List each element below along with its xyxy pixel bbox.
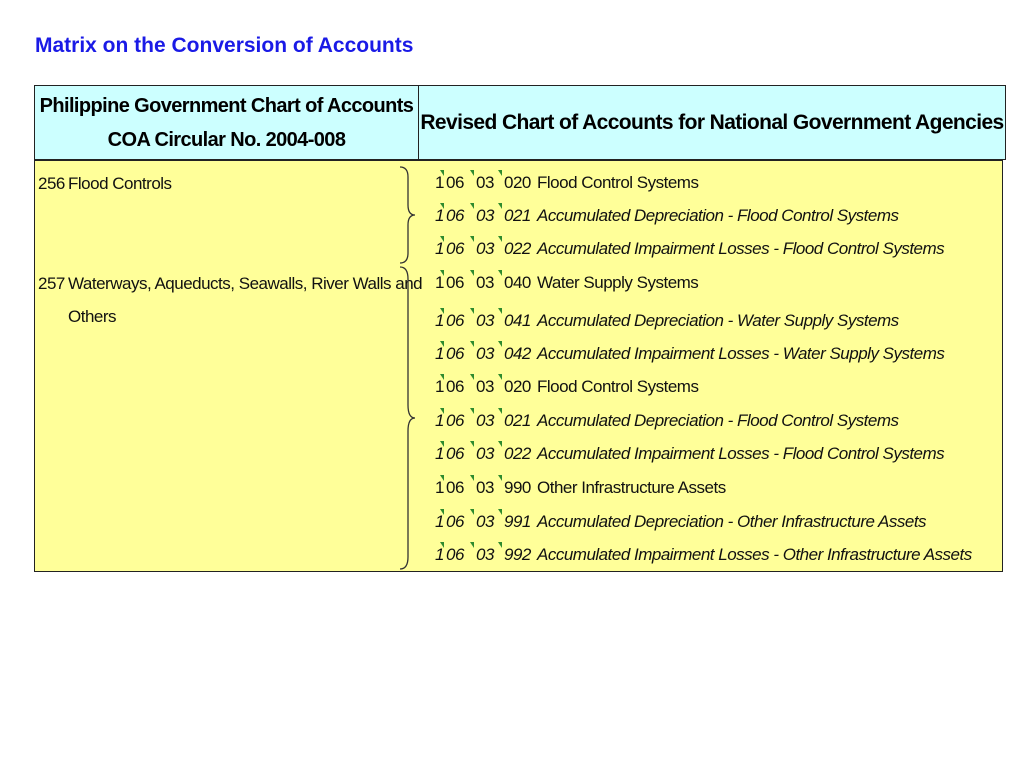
account-class: 1 xyxy=(435,444,444,463)
brace-icon xyxy=(397,265,417,571)
corner-mark-icon xyxy=(470,509,474,515)
header-old-accounts xyxy=(35,86,419,159)
account-name: Accumulated Depreciation - Other Infrastructure Assets xyxy=(537,512,927,531)
corner-mark-icon xyxy=(470,475,474,481)
corner-mark-icon xyxy=(440,509,444,515)
account-subgroup: 03 xyxy=(476,173,504,193)
new-account-row xyxy=(435,237,944,261)
corner-mark-icon xyxy=(498,441,502,447)
new-account-row xyxy=(435,409,899,433)
new-account-row xyxy=(435,510,926,534)
corner-mark-icon xyxy=(498,475,502,481)
corner-mark-icon xyxy=(440,408,444,414)
corner-mark-icon xyxy=(470,408,474,414)
corner-mark-icon xyxy=(498,170,502,176)
account-group: 06 xyxy=(446,273,476,293)
corner-mark-icon xyxy=(440,542,444,548)
account-group: 06 xyxy=(446,344,476,364)
account-code: 042 xyxy=(504,344,537,364)
account-code: 992 xyxy=(504,545,537,565)
account-name: Accumulated Depreciation - Flood Control Systems xyxy=(537,206,899,225)
corner-mark-icon xyxy=(470,374,474,380)
new-account-row xyxy=(435,271,698,295)
corner-mark-icon xyxy=(498,374,502,380)
page-title: Matrix on the Conversion of Accounts xyxy=(35,34,414,57)
new-account-row xyxy=(435,442,944,466)
conversion-table-body xyxy=(34,160,1003,572)
corner-mark-icon xyxy=(440,374,444,380)
account-code: 021 xyxy=(504,206,537,226)
corner-mark-icon xyxy=(498,308,502,314)
account-class: 1 xyxy=(435,206,444,225)
account-group: 06 xyxy=(446,545,476,565)
header-new-accounts xyxy=(419,86,1005,159)
account-name: Accumulated Impairment Losses - Other Infrastructure Assets xyxy=(537,545,972,564)
new-account-row xyxy=(435,171,698,195)
old-account-257 xyxy=(38,267,422,334)
new-account-row xyxy=(435,342,944,366)
old-account-name: Waterways, Aqueducts, Seawalls, River Walls and xyxy=(68,274,423,293)
corner-mark-icon xyxy=(440,475,444,481)
account-class: 1 xyxy=(435,173,444,192)
new-account-row xyxy=(435,476,726,500)
corner-mark-icon xyxy=(470,236,474,242)
account-class: 1 xyxy=(435,377,444,396)
account-subgroup: 03 xyxy=(476,239,504,259)
header-right-text: Revised Chart of Accounts for National Government Agencies xyxy=(420,110,1004,134)
new-account-row xyxy=(435,375,698,399)
corner-mark-icon xyxy=(440,341,444,347)
account-group: 06 xyxy=(446,239,476,259)
corner-mark-icon xyxy=(498,542,502,548)
old-account-code: 257 xyxy=(38,274,65,293)
account-subgroup: 03 xyxy=(476,478,504,498)
header-left-line2: COA Circular No. 2004-008 xyxy=(107,128,346,151)
corner-mark-icon xyxy=(470,441,474,447)
account-group: 06 xyxy=(446,173,476,193)
new-account-row xyxy=(435,309,899,333)
account-name: Accumulated Depreciation - Water Supply Systems xyxy=(537,311,899,330)
account-subgroup: 03 xyxy=(476,206,504,226)
old-account-name-cont: Others xyxy=(68,307,117,326)
brace-icon xyxy=(397,165,417,265)
corner-mark-icon xyxy=(470,270,474,276)
account-subgroup: 03 xyxy=(476,444,504,464)
corner-mark-icon xyxy=(498,203,502,209)
account-code: 022 xyxy=(504,444,537,464)
account-name: Flood Control Systems xyxy=(537,377,699,396)
account-class: 1 xyxy=(435,512,444,531)
corner-mark-icon xyxy=(498,341,502,347)
account-subgroup: 03 xyxy=(476,512,504,532)
account-name: Flood Control Systems xyxy=(537,173,699,192)
account-code: 990 xyxy=(504,478,537,498)
account-class: 1 xyxy=(435,239,444,258)
account-code: 020 xyxy=(504,377,537,397)
account-class: 1 xyxy=(435,273,444,292)
account-name: Other Infrastructure Assets xyxy=(537,478,726,497)
account-name: Water Supply Systems xyxy=(537,273,699,292)
account-group: 06 xyxy=(446,478,476,498)
corner-mark-icon xyxy=(498,408,502,414)
account-subgroup: 03 xyxy=(476,311,504,331)
header-left-line1: Philippine Government Chart of Accounts xyxy=(39,94,414,117)
account-code: 020 xyxy=(504,173,537,193)
account-subgroup: 03 xyxy=(476,344,504,364)
account-subgroup: 03 xyxy=(476,411,504,431)
account-name: Accumulated Impairment Losses - Flood Control Systems xyxy=(537,239,945,258)
account-group: 06 xyxy=(446,206,476,226)
account-code: 022 xyxy=(504,239,537,259)
corner-mark-icon xyxy=(440,270,444,276)
corner-mark-icon xyxy=(440,441,444,447)
account-class: 1 xyxy=(435,545,444,564)
old-account-256 xyxy=(38,167,172,201)
account-class: 1 xyxy=(435,411,444,430)
account-class: 1 xyxy=(435,311,444,330)
account-group: 06 xyxy=(446,512,476,532)
account-code: 041 xyxy=(504,311,537,331)
corner-mark-icon xyxy=(498,509,502,515)
corner-mark-icon xyxy=(470,308,474,314)
account-name: Accumulated Impairment Losses - Flood Control Systems xyxy=(537,444,945,463)
account-group: 06 xyxy=(446,311,476,331)
corner-mark-icon xyxy=(498,236,502,242)
account-subgroup: 03 xyxy=(476,273,504,293)
account-code: 040 xyxy=(504,273,537,293)
account-subgroup: 03 xyxy=(476,377,504,397)
corner-mark-icon xyxy=(498,270,502,276)
corner-mark-icon xyxy=(470,542,474,548)
corner-mark-icon xyxy=(440,170,444,176)
account-group: 06 xyxy=(446,444,476,464)
account-name: Accumulated Depreciation - Flood Control Systems xyxy=(537,411,899,430)
new-account-row xyxy=(435,204,899,228)
corner-mark-icon xyxy=(470,341,474,347)
new-account-row xyxy=(435,543,972,567)
account-code: 991 xyxy=(504,512,537,532)
corner-mark-icon xyxy=(440,308,444,314)
account-code: 021 xyxy=(504,411,537,431)
corner-mark-icon xyxy=(440,203,444,209)
account-class: 1 xyxy=(435,478,444,497)
old-account-code: 256 xyxy=(38,174,65,193)
account-class: 1 xyxy=(435,344,444,363)
old-account-name: Flood Controls xyxy=(68,174,172,193)
corner-mark-icon xyxy=(440,236,444,242)
corner-mark-icon xyxy=(470,170,474,176)
corner-mark-icon xyxy=(470,203,474,209)
account-name: Accumulated Impairment Losses - Water Supply Systems xyxy=(537,344,945,363)
account-group: 06 xyxy=(446,377,476,397)
account-subgroup: 03 xyxy=(476,545,504,565)
account-group: 06 xyxy=(446,411,476,431)
table-header xyxy=(34,85,1006,160)
